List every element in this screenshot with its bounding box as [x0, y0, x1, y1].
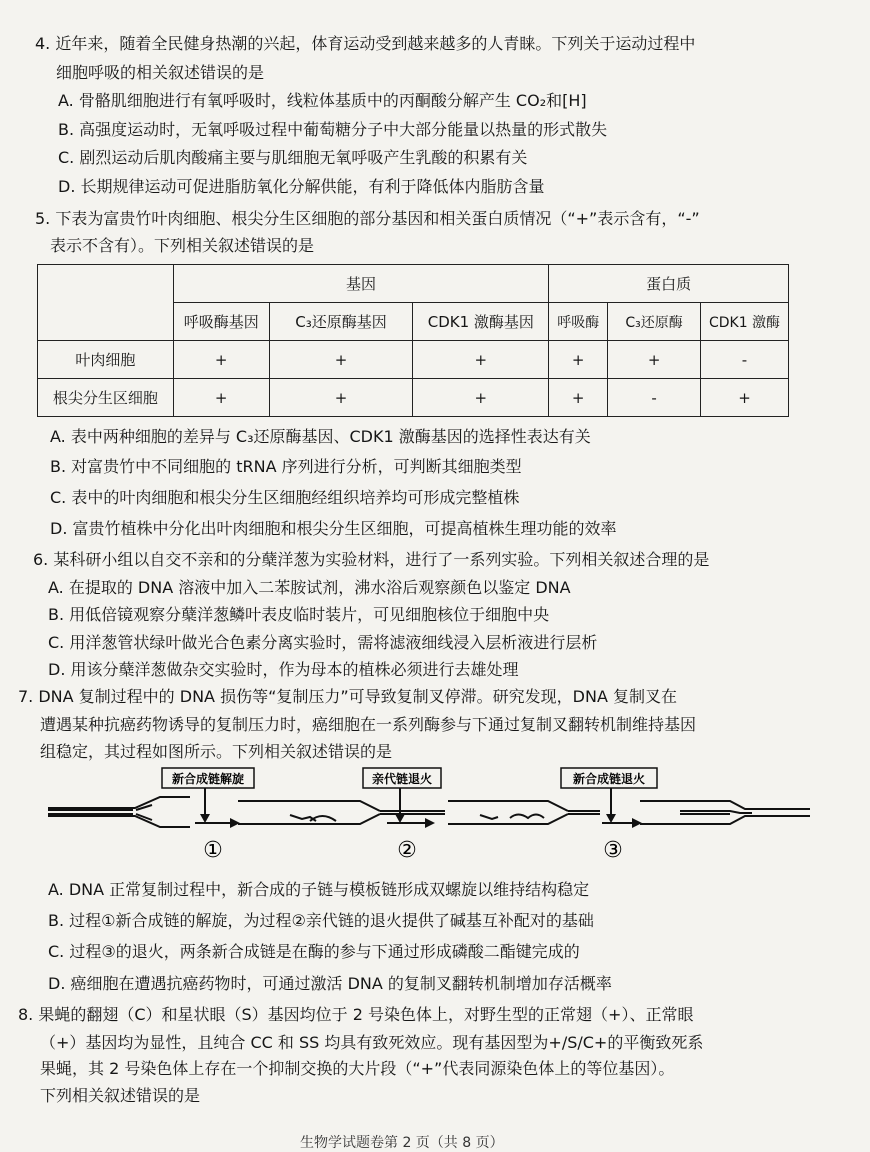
q8-stem-line1: 8. 果蝇的翻翅（C）和星状眼（S）基因均位于 2 号染色体上，对野生型的正常翅（+）、正常眼: [18, 1005, 694, 1024]
q6-option-b: B. 用低倍镜观察分蘖洋葱鳞叶表皮临时装片，可见细胞核位于细胞中央: [48, 605, 550, 624]
q5-option-a: A. 表中两种细胞的差异与 C₃还原酶基因、CDK1 激酶基因的选择性表达有关: [50, 427, 591, 446]
replication-fork-diagram: [40, 765, 810, 875]
gene-protein-table: [37, 264, 789, 417]
q7-stem-line1: 7. DNA 复制过程中的 DNA 损伤等“复制压力”可导致复制叉停滞。研究发现，DNA 复制叉在: [18, 687, 677, 706]
table-group-gene: 基因: [173, 265, 548, 303]
q8-stem-line4: 下列相关叙述错误的是: [40, 1086, 201, 1105]
q7-option-b: B. 过程①新合成链的解旋，为过程②亲代链的退火提供了碱基互补配对的基础: [48, 911, 594, 930]
table-col-header: CDK1 激酶基因: [413, 303, 549, 341]
label-new-strand-anneal: 新合成链退火: [572, 772, 646, 786]
q8-stem-line2: （+）基因均为显性，且纯合 CC 和 SS 均具有致死效应。现有基因型为+/S/C+的平衡致死系: [40, 1033, 704, 1052]
table-cell: -: [701, 341, 789, 379]
fork-structure-4: [640, 801, 810, 824]
table-group-protein: 蛋白质: [549, 265, 789, 303]
table-cell: +: [701, 379, 789, 417]
table-col-header: C₃还原酶: [608, 303, 701, 341]
q7-option-d: D. 癌细胞在遭遇抗癌药物时，可通过激活 DNA 的复制叉翻转机制增加存活概率: [48, 974, 612, 993]
q6-option-d: D. 用该分蘖洋葱做杂交实验时，作为母本的植株必须进行去雄处理: [48, 660, 519, 679]
q4-option-d: D. 长期规律运动可促进脂肪氧化分解供能，有利于降低体内脂肪含量: [58, 177, 545, 196]
step-arrow-1: [195, 785, 240, 828]
table-cell: +: [608, 341, 701, 379]
fork-structure-3: [448, 801, 600, 824]
table-cell: +: [173, 341, 269, 379]
q5-stem-line1: 5. 下表为富贵竹叶肉细胞、根尖分生区细胞的部分基因和相关蛋白质情况（“+”表示含有，“-”: [35, 209, 700, 228]
table-cell: +: [549, 341, 608, 379]
q5-stem-line2: 表示不含有）。下列相关叙述错误的是: [50, 236, 315, 255]
q5-option-c: C. 表中的叶肉细胞和根尖分生区细胞经组织培养均可形成完整植株: [50, 488, 520, 507]
q5-option-d: D. 富贵竹植株中分化出叶肉细胞和根尖分生区细胞，可提高植株生理功能的效率: [50, 519, 617, 538]
q4-stem-line2: 细胞呼吸的相关叙述错误的是: [56, 63, 265, 82]
q4-stem-line1: 4. 近年来，随着全民健身热潮的兴起，体育运动受到越来越多的人青睐。下列关于运动过程中: [35, 34, 696, 53]
table-col-header: CDK1 激酶: [701, 303, 789, 341]
label-parent-anneal: 亲代链退火: [371, 772, 433, 786]
step-number-2: ②: [397, 838, 417, 863]
table-row: [38, 379, 789, 417]
table-row-label: 根尖分生区细胞: [38, 379, 174, 417]
table-col-header: 呼吸酶基因: [173, 303, 269, 341]
q7-stem-line3: 组稳定，其过程如图所示。下列相关叙述错误的是: [40, 742, 393, 761]
table-row: [38, 341, 789, 379]
q6-option-c: C. 用洋葱管状绿叶做光合色素分离实验时，需将滤液细线浸入层析液进行层析: [48, 633, 598, 652]
step-arrow-2: [387, 785, 435, 828]
q6-stem: 6. 某科研小组以自交不亲和的分蘖洋葱为实验材料，进行了一系列实验。下列相关叙述合理的是: [33, 550, 710, 569]
table-row-label: 叶肉细胞: [38, 341, 174, 379]
table-cell: +: [173, 379, 269, 417]
table-cell: +: [269, 379, 413, 417]
q4-option-a: A. 骨骼肌细胞进行有氧呼吸时，线粒体基质中的丙酮酸分解产生 CO₂和[H]: [58, 91, 587, 110]
step-number-1: ①: [203, 838, 223, 863]
page-footer: 生物学试题卷第 2 页（共 8 页）: [300, 1135, 504, 1151]
table-cell: +: [269, 341, 413, 379]
q7-option-a: A. DNA 正常复制过程中，新合成的子链与模板链形成双螺旋以维持结构稳定: [48, 880, 590, 899]
step-arrow-3: [602, 785, 642, 828]
fork-structure-1: [48, 797, 190, 827]
table-cell: +: [413, 379, 549, 417]
table-cell: +: [549, 379, 608, 417]
q8-stem-line3: 果蝇，其 2 号染色体上存在一个抑制交换的大片段（“+”代表同源染色体上的等位基因）。: [40, 1059, 675, 1078]
q7-option-c: C. 过程③的退火，两条新合成链是在酶的参与下通过形成磷酸二酯键完成的: [48, 942, 580, 961]
q5-option-b: B. 对富贵竹中不同细胞的 tRNA 序列进行分析，可判断其细胞类型: [50, 457, 522, 476]
q7-stem-line2: 遭遇某种抗癌药物诱导的复制压力时，癌细胞在一系列酶参与下通过复制叉翻转机制维持基因: [40, 715, 697, 734]
table-cell: +: [413, 341, 549, 379]
table-col-header: 呼吸酶: [549, 303, 608, 341]
label-unwind-new-strand: 新合成链解旋: [171, 772, 245, 786]
table-col-header: C₃还原酶基因: [269, 303, 413, 341]
table-corner-cell: [38, 265, 174, 341]
q4-option-b: B. 高强度运动时，无氧呼吸过程中葡萄糖分子中大部分能量以热量的形式散失: [58, 120, 608, 139]
step-number-3: ③: [603, 838, 623, 863]
fork-structure-2: [238, 801, 445, 824]
q4-option-c: C. 剧烈运动后肌肉酸痛主要与肌细胞无氧呼吸产生乳酸的积累有关: [58, 148, 528, 167]
table-cell: -: [608, 379, 701, 417]
q6-option-a: A. 在提取的 DNA 溶液中加入二苯胺试剂，沸水浴后观察颜色以鉴定 DNA: [48, 578, 571, 597]
